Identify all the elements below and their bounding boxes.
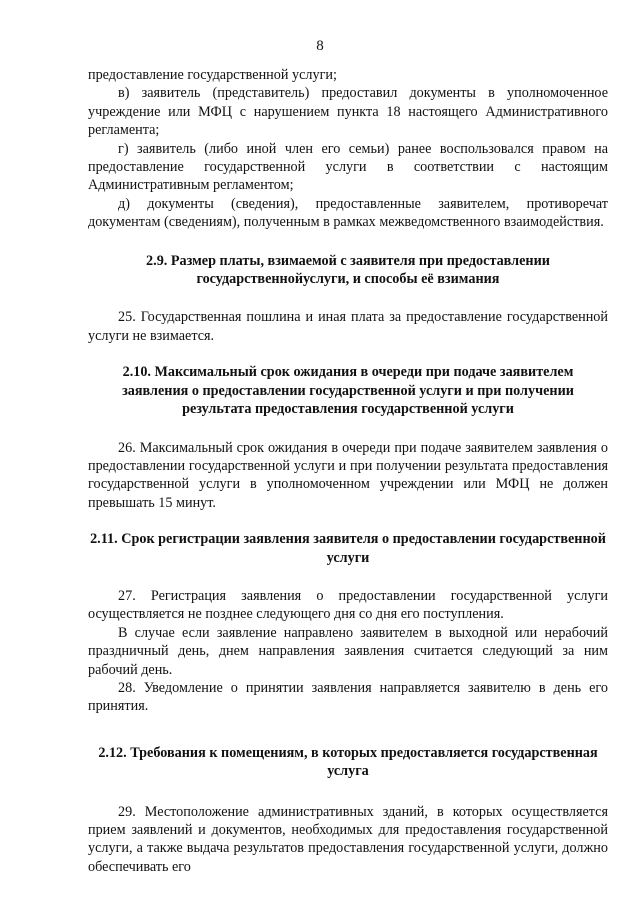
paragraph-item-g: г) заявитель (либо иной член его семьи) ранее воспользовался правом на предоставление государственной услуги в соответствии с настоящим Административным регламентом; — [88, 140, 608, 194]
document-body — [88, 66, 608, 876]
paragraph-28: 28. Уведомление о принятии заявления направляется заявителю в день его принятия. — [88, 679, 608, 715]
paragraph-item-v: в) заявитель (представитель) предоставил документы в уполномоченное учреждение или МФЦ с нарушением пункта 18 настоящего Административного регламента; — [88, 85, 608, 139]
paragraph-27: 27. Регистрация заявления о предоставлении государственной услуги осуществляется не позднее следующего дня со дня его поступления. — [88, 587, 608, 623]
paragraph-continuation: предоставление государственной услуги; — [88, 67, 337, 83]
paragraph-29: 29. Местоположение административных зданий, в которых осуществляется прием заявлений и документов, необходимых для предоставления государственной услуги, а также выдача результатов предоставления государственной услуги, должно обеспечивать его — [88, 803, 608, 875]
paragraph-27-continued: В случае если заявление направлено заявителем в выходной или нерабочий праздничный день, днем направления заявления считается следующий за ним рабочий день. — [88, 624, 608, 678]
paragraph-25: 25. Государственная пошлина и иная плата за предоставление государственной услуги не взимается. — [88, 309, 608, 344]
paragraph-item-d: д) документы (сведения), предоставленные заявителем, противоречат документам (сведениям), полученным в рамках межведомственного взаимодействия. — [88, 195, 608, 231]
paragraph-26: 26. Максимальный срок ожидания в очереди при подаче заявителем заявления о предоставлении государственной услуги и при получении результата предоставления государственной услуги в уполномоченном учреждении или МФЦ не должен превышать 15 минут. — [88, 439, 608, 511]
section-heading-2-9: 2.9. Размер платы, взимаемой с заявителя при предоставлении государственнойуслуги, и способы её взимания — [146, 252, 550, 288]
section-heading-2-10: 2.10. Максимальный срок ожидания в очереди при подаче заявителем заявления о предоставлении государственной услуги и при получении результата предоставления государственной услуги — [122, 364, 574, 418]
section-heading-2-11: 2.11. Срок регистрации заявления заявителя о предоставлении государственной услуги — [90, 531, 606, 566]
page-number: 8 — [316, 38, 324, 54]
section-heading-2-12: 2.12. Требования к помещениям, в которых предоставляется государственная услуга — [98, 744, 598, 780]
